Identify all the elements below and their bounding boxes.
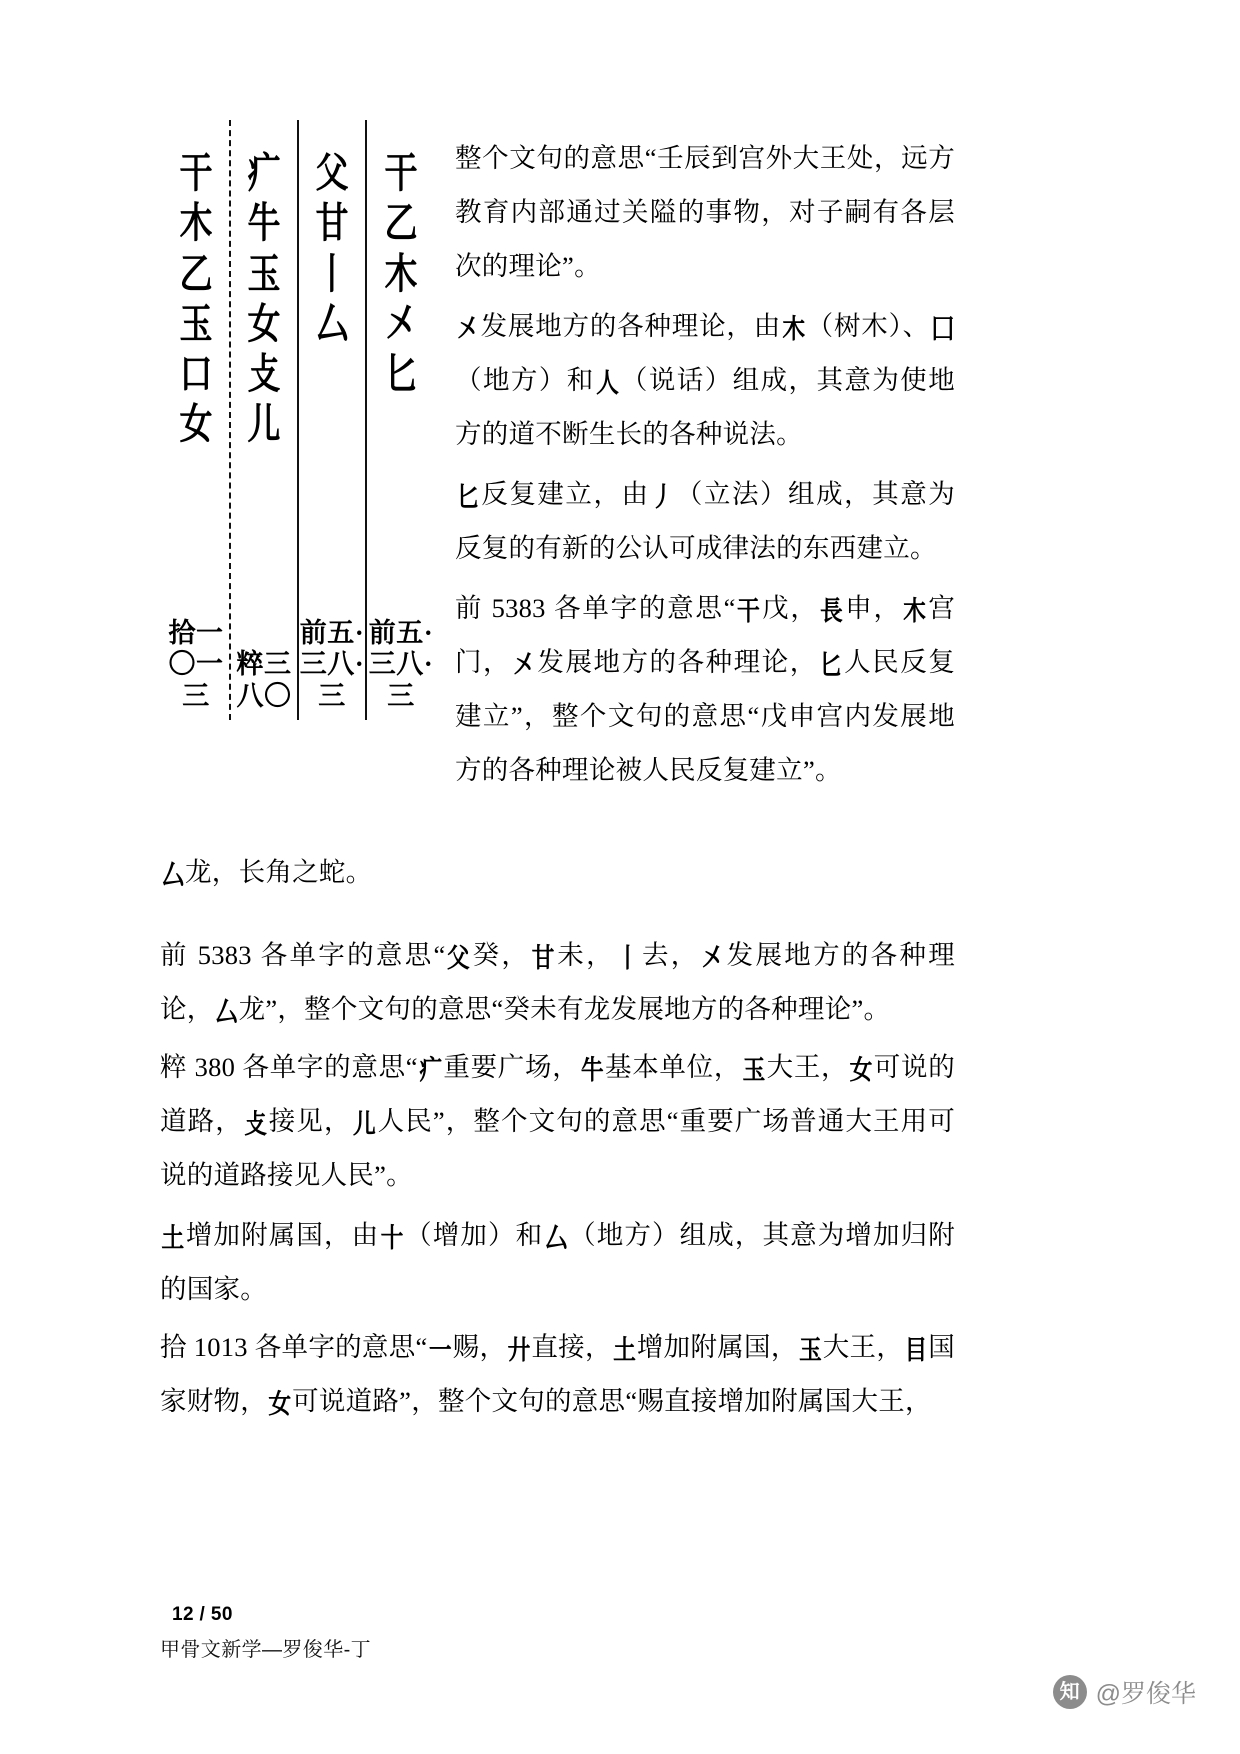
plate-column-reference: 前五·三八·三 xyxy=(368,618,434,711)
glyph-shuohua: ⼈ xyxy=(596,368,619,400)
paragraph-zengjia-definition xyxy=(160,1208,955,1316)
paragraph-text-0: 拾 1013 各单字的意思“ xyxy=(160,1332,428,1362)
paragraph-text-0: 粹 380 各单字的意思“ xyxy=(160,1052,418,1082)
plate-column-reference: 前五·三八·三 xyxy=(299,618,365,711)
plate-column-1 xyxy=(163,120,231,720)
glyph-long: ⼛ xyxy=(161,860,184,892)
paragraph-text-2: 申， xyxy=(843,593,902,623)
glyph-fazhan: 㐅 xyxy=(700,943,724,975)
glyph-dawang: ⽟ xyxy=(742,1055,765,1087)
glyph-long: ⼛ xyxy=(214,997,238,1029)
zhihu-logo-icon: 知 xyxy=(1053,1675,1087,1709)
paragraph-text-1: 赐， xyxy=(452,1332,507,1362)
glyph-shen: ⻑ xyxy=(820,596,843,628)
paragraph-shi1013 xyxy=(160,1320,955,1428)
paragraph-cui380 xyxy=(160,1040,955,1202)
paragraph-text-4: 可说的道路， xyxy=(160,1052,955,1136)
glyph-jiejian: ⽁ xyxy=(244,1109,267,1141)
paragraph-text-3: 大王， xyxy=(766,1052,849,1082)
glyph-gongmen: ⽊ xyxy=(903,596,926,628)
paragraph-long-definition xyxy=(160,845,955,899)
plate-column-4 xyxy=(367,120,435,720)
paragraph-text-2: （树木）、 xyxy=(806,311,930,341)
paragraph-fazhan-definition xyxy=(455,299,955,461)
glyph-fanfu: ⼔ xyxy=(456,482,479,514)
paragraph-text-5: 国家财物， xyxy=(160,1332,956,1416)
paragraph-text-4: （说话）组成，其意为使地方的道不断生长的各种说法。 xyxy=(455,365,956,449)
plate-column-glyphs: ⽧⽜⽟⼥⽁⼉ xyxy=(247,148,281,449)
glyph-fazhan: 㐅 xyxy=(512,650,535,682)
oracle-bone-plate xyxy=(160,120,435,720)
paragraph-text-2: （立法）组成，其意为反复的有新的公认可成律法的东西建立。 xyxy=(455,479,955,563)
paragraph-text-2: 未， xyxy=(555,940,615,970)
glyph-lifa: ⼃ xyxy=(650,482,674,514)
paragraph-text-3: （地方）和 xyxy=(455,365,595,395)
paragraph-text: 反复建立，由 xyxy=(480,479,650,509)
paragraph-text-3: 增加附属国， xyxy=(636,1332,798,1362)
paragraph-zengjia-definition-block xyxy=(160,1208,955,1322)
glyph-zengjia-fushu: ⼟ xyxy=(161,1223,184,1255)
plate-column-3 xyxy=(299,120,367,720)
body-text-right-column xyxy=(455,131,955,803)
glyph-zhijie: ⼶ xyxy=(507,1335,530,1367)
plate-column-glyphs: ⽗⽢⼁⼛ xyxy=(315,148,349,348)
glyph-wei: ⽢ xyxy=(531,943,554,975)
glyph-dawang: ⽟ xyxy=(799,1335,822,1367)
watermark-author: @罗俊华 xyxy=(1095,1680,1196,1708)
paragraph-text: 增加附属国，由 xyxy=(185,1220,380,1250)
glyph-danwei: ⽜ xyxy=(580,1055,604,1087)
plate-column-reference: 粹三八〇 xyxy=(236,649,292,711)
paragraph-text-4: 发展地方的各种理论， xyxy=(536,647,818,677)
plate-column-reference: 拾一〇一三 xyxy=(168,618,224,711)
watermark xyxy=(1053,1674,1196,1710)
glyph-renmin: ⼉ xyxy=(353,1109,376,1141)
paragraph-text-4: 大王， xyxy=(822,1332,904,1362)
paragraph-text-3: 宫门， xyxy=(455,593,956,677)
paragraph-text: 整个文句的意思“壬辰到宫外大王处，远方教育内部通过关隘的事物，对子嗣有各层次的理论”。 xyxy=(455,143,955,281)
paragraph-qian5383-second xyxy=(160,928,955,1036)
plate-column-2 xyxy=(231,120,299,720)
glyph-guangchang: ⽧ xyxy=(419,1055,442,1087)
paragraph-text-0: 前 5383 各单字的意思“ xyxy=(455,593,736,623)
paragraph-text-4: 发展地方的各种理论， xyxy=(160,940,956,1024)
glyph-keshuo: ⼥ xyxy=(268,1389,291,1421)
glyph-guojia-caiwu: ⽬ xyxy=(904,1335,927,1367)
paragraph-text-6: 人民”，整个文句的意思“重要广场普通大王用可说的道路接见人民”。 xyxy=(160,1106,956,1190)
glyph-fanfu: ⼔ xyxy=(819,650,842,682)
paragraph-text-2: （增加）和 xyxy=(404,1220,544,1250)
paragraph-qian5383-first xyxy=(455,581,955,797)
glyph-difang: ⼞ xyxy=(931,314,954,346)
paragraph-text-5: 接见， xyxy=(267,1106,352,1136)
plate-column-glyphs: ⼲⼄⽊㐅⼔ xyxy=(384,148,418,398)
paragraph-text-1: 重要广场， xyxy=(442,1052,580,1082)
paragraph-text: 龙，长角之蛇。 xyxy=(185,857,373,887)
glyph-qu: ⼁ xyxy=(616,943,639,975)
glyph-difang: ⼛ xyxy=(544,1223,567,1255)
paragraph-text-3: 去， xyxy=(639,940,700,970)
paragraph-text-3: （地方）组成，其意为增加归附的国家。 xyxy=(160,1220,955,1304)
glyph-zengjia: ⼗ xyxy=(380,1223,403,1255)
paragraph-whole-sentence-meaning xyxy=(455,131,955,293)
paragraph-text-6: 可说道路”，整个文句的意思“赐直接增加附属国大王， xyxy=(292,1386,932,1416)
paragraph-text-5: 龙”，整个文句的意思“癸未有龙发展地方的各种理论”。 xyxy=(238,994,891,1024)
glyph-wu: ⼲ xyxy=(736,596,760,628)
glyph-shumu: ⽊ xyxy=(782,314,805,346)
glyph-zengjia-fushu: ⼟ xyxy=(613,1335,636,1367)
paragraph-text-1: 戊， xyxy=(760,593,819,623)
glyph-gui: ⽗ xyxy=(446,943,470,975)
paragraph-text-0: 前 5383 各单字的意思“ xyxy=(160,940,446,970)
paragraph-text-2: 基本单位， xyxy=(604,1052,742,1082)
paragraph-shi1013-block xyxy=(160,1320,955,1434)
page-number: 12 / 50 xyxy=(172,1604,233,1625)
paragraph-text: 发展地方的各种理论，由 xyxy=(480,311,782,341)
glyph-ci: ⼀ xyxy=(428,1335,452,1367)
paragraph-text-2: 直接， xyxy=(531,1332,612,1362)
paragraph-fanfu-definition xyxy=(455,467,955,575)
glyph-fazhan: 㐅 xyxy=(456,314,479,346)
paragraph-cui380-block xyxy=(160,1040,955,1208)
paragraph-qian5383-second-block xyxy=(160,928,955,1042)
plate-column-glyphs: ⼲⽊⼄⽟⼝⼥ xyxy=(179,148,213,449)
paragraph-text-5: 人民反复建立”，整个文句的意思“戊申宫内发展地方的各种理论被人民反复建立”。 xyxy=(455,647,955,785)
paragraph-text-1: 癸， xyxy=(470,940,531,970)
document-footer-title: 甲骨文新学—罗俊华-丁 xyxy=(160,1639,372,1661)
paragraph-long-definition-block xyxy=(160,845,955,905)
glyph-keshuo: ⼥ xyxy=(849,1055,872,1087)
